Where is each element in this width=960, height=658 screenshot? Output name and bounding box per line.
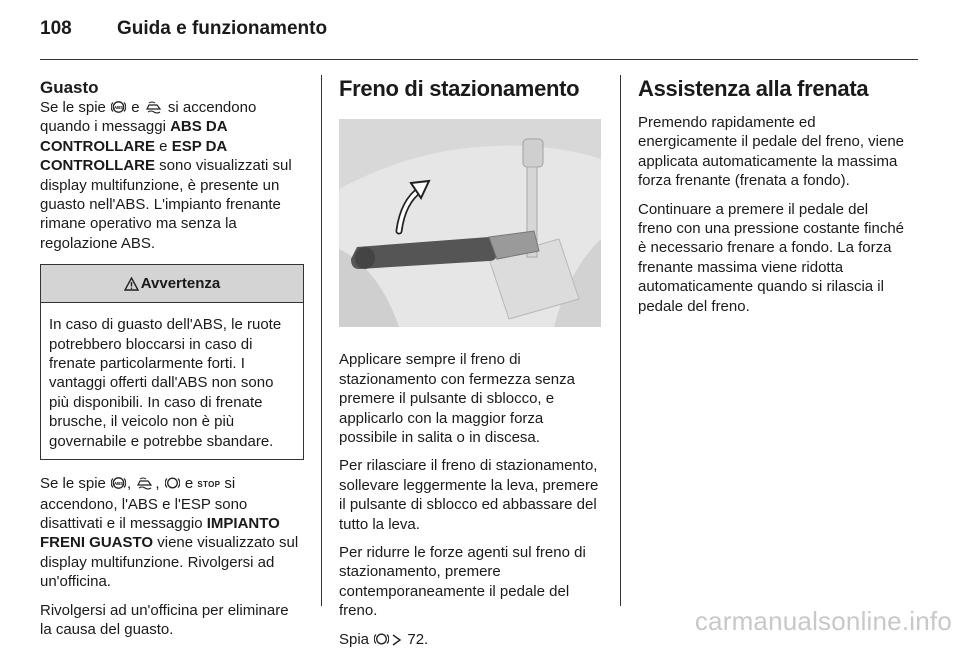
warning-triangle-icon xyxy=(124,277,139,291)
paragraph-indicator-reference: Spia 72. xyxy=(339,630,429,648)
paragraph-abs-fault: Se le spie ABS e si accendono quando i messaggi ABS DA CONTROLLARE e ESP DA CONTROLLARE sono visualizzati sul display multifunzione, è presente un guasto nell'ABS. L'impianto frenante rimane operativo ma senza la regolazione ABS. xyxy=(40,99,292,252)
warning-text: In caso di guasto dell'ABS, le ruote potrebbero bloccarsi in caso di frenate particolarmente forti. I vantaggi offerti dall'ABS non sono più disponibili. In caso di frenate brusche, il veicolo non è più governabile e potrebbe sbandare. xyxy=(49,316,282,450)
brake-warning-icon xyxy=(165,476,180,490)
column-guasto xyxy=(40,75,304,648)
paragraph-reduce-forces: Per ridurre le forze agenti sul freno di stazionamento, premere contemporaneamente il pedale del freno. xyxy=(339,544,586,620)
page-number: 108 xyxy=(40,18,72,39)
paragraph-workshop: Rivolgersi ad un'officina per eliminare la causa del guasto. xyxy=(40,601,289,638)
paragraph-apply-brake: Applicare sempre il freno di stazionamento con fermezza senza premere il pulsante di sblocco, e applicarlo con la maggior forza possibile in salita o in discesa. xyxy=(339,351,575,447)
paragraph-release-brake: Per rilasciare il freno di stazionamento, sollevare leggermente la leva, premere il pulsante di sblocco ed abbassare del tutto la leva. xyxy=(339,457,599,533)
warning-body xyxy=(41,303,303,459)
column-divider-2 xyxy=(620,75,621,606)
esp-warning-icon xyxy=(145,100,163,114)
paragraph-system-disabled: Se le spie ABS , , e STOP si accendono, l'ABS e l'ESP sono disattivati e il messaggio IMPIANTO FRENI GUASTO viene visualizzato sul display multifunzione. Rivolgersi ad un'officina. xyxy=(40,475,299,591)
warning-header xyxy=(41,265,303,303)
page-header xyxy=(40,18,920,48)
svg-text:ABS: ABS xyxy=(114,105,123,110)
warning-title: Avvertenza xyxy=(140,275,221,293)
section-heading-guasto: Guasto xyxy=(40,78,99,97)
watermark: carmanualsonline.info xyxy=(694,606,952,636)
paragraph-brake-assist-1: Premendo rapidamente ed energicamente il pedale del freno, viene applicata automaticamente la massima forza frenante (frenata a fondo). xyxy=(638,114,905,190)
brake-warning-icon xyxy=(374,632,389,646)
abs-warning-icon xyxy=(111,100,126,114)
header-rule xyxy=(40,59,918,60)
parking-brake-photo xyxy=(339,119,601,327)
paragraph-brake-assist-2: Continuare a premere il pedale del freno con una pressione costante finché è necessario frenare a fondo. La forza frenante massima viene ridotta automaticamente quando si rilascia il pedale del freno. xyxy=(638,200,905,315)
page-reference-arrow-icon xyxy=(391,634,402,646)
section-heading-brake-assist: Assistenza alla frenata xyxy=(638,76,869,101)
column-parking-brake xyxy=(339,75,603,658)
svg-text:ABS: ABS xyxy=(114,481,123,487)
esp-warning-icon xyxy=(136,476,154,490)
abs-warning-icon xyxy=(111,476,126,490)
chapter-title: Guida e funzionamento xyxy=(117,18,328,39)
column-divider-1 xyxy=(321,75,322,606)
section-heading-parking-brake: Freno di stazionamento xyxy=(339,76,580,101)
stop-symbol: STOP xyxy=(197,480,221,490)
column-brake-assist xyxy=(638,75,906,325)
warning-box xyxy=(40,264,304,460)
